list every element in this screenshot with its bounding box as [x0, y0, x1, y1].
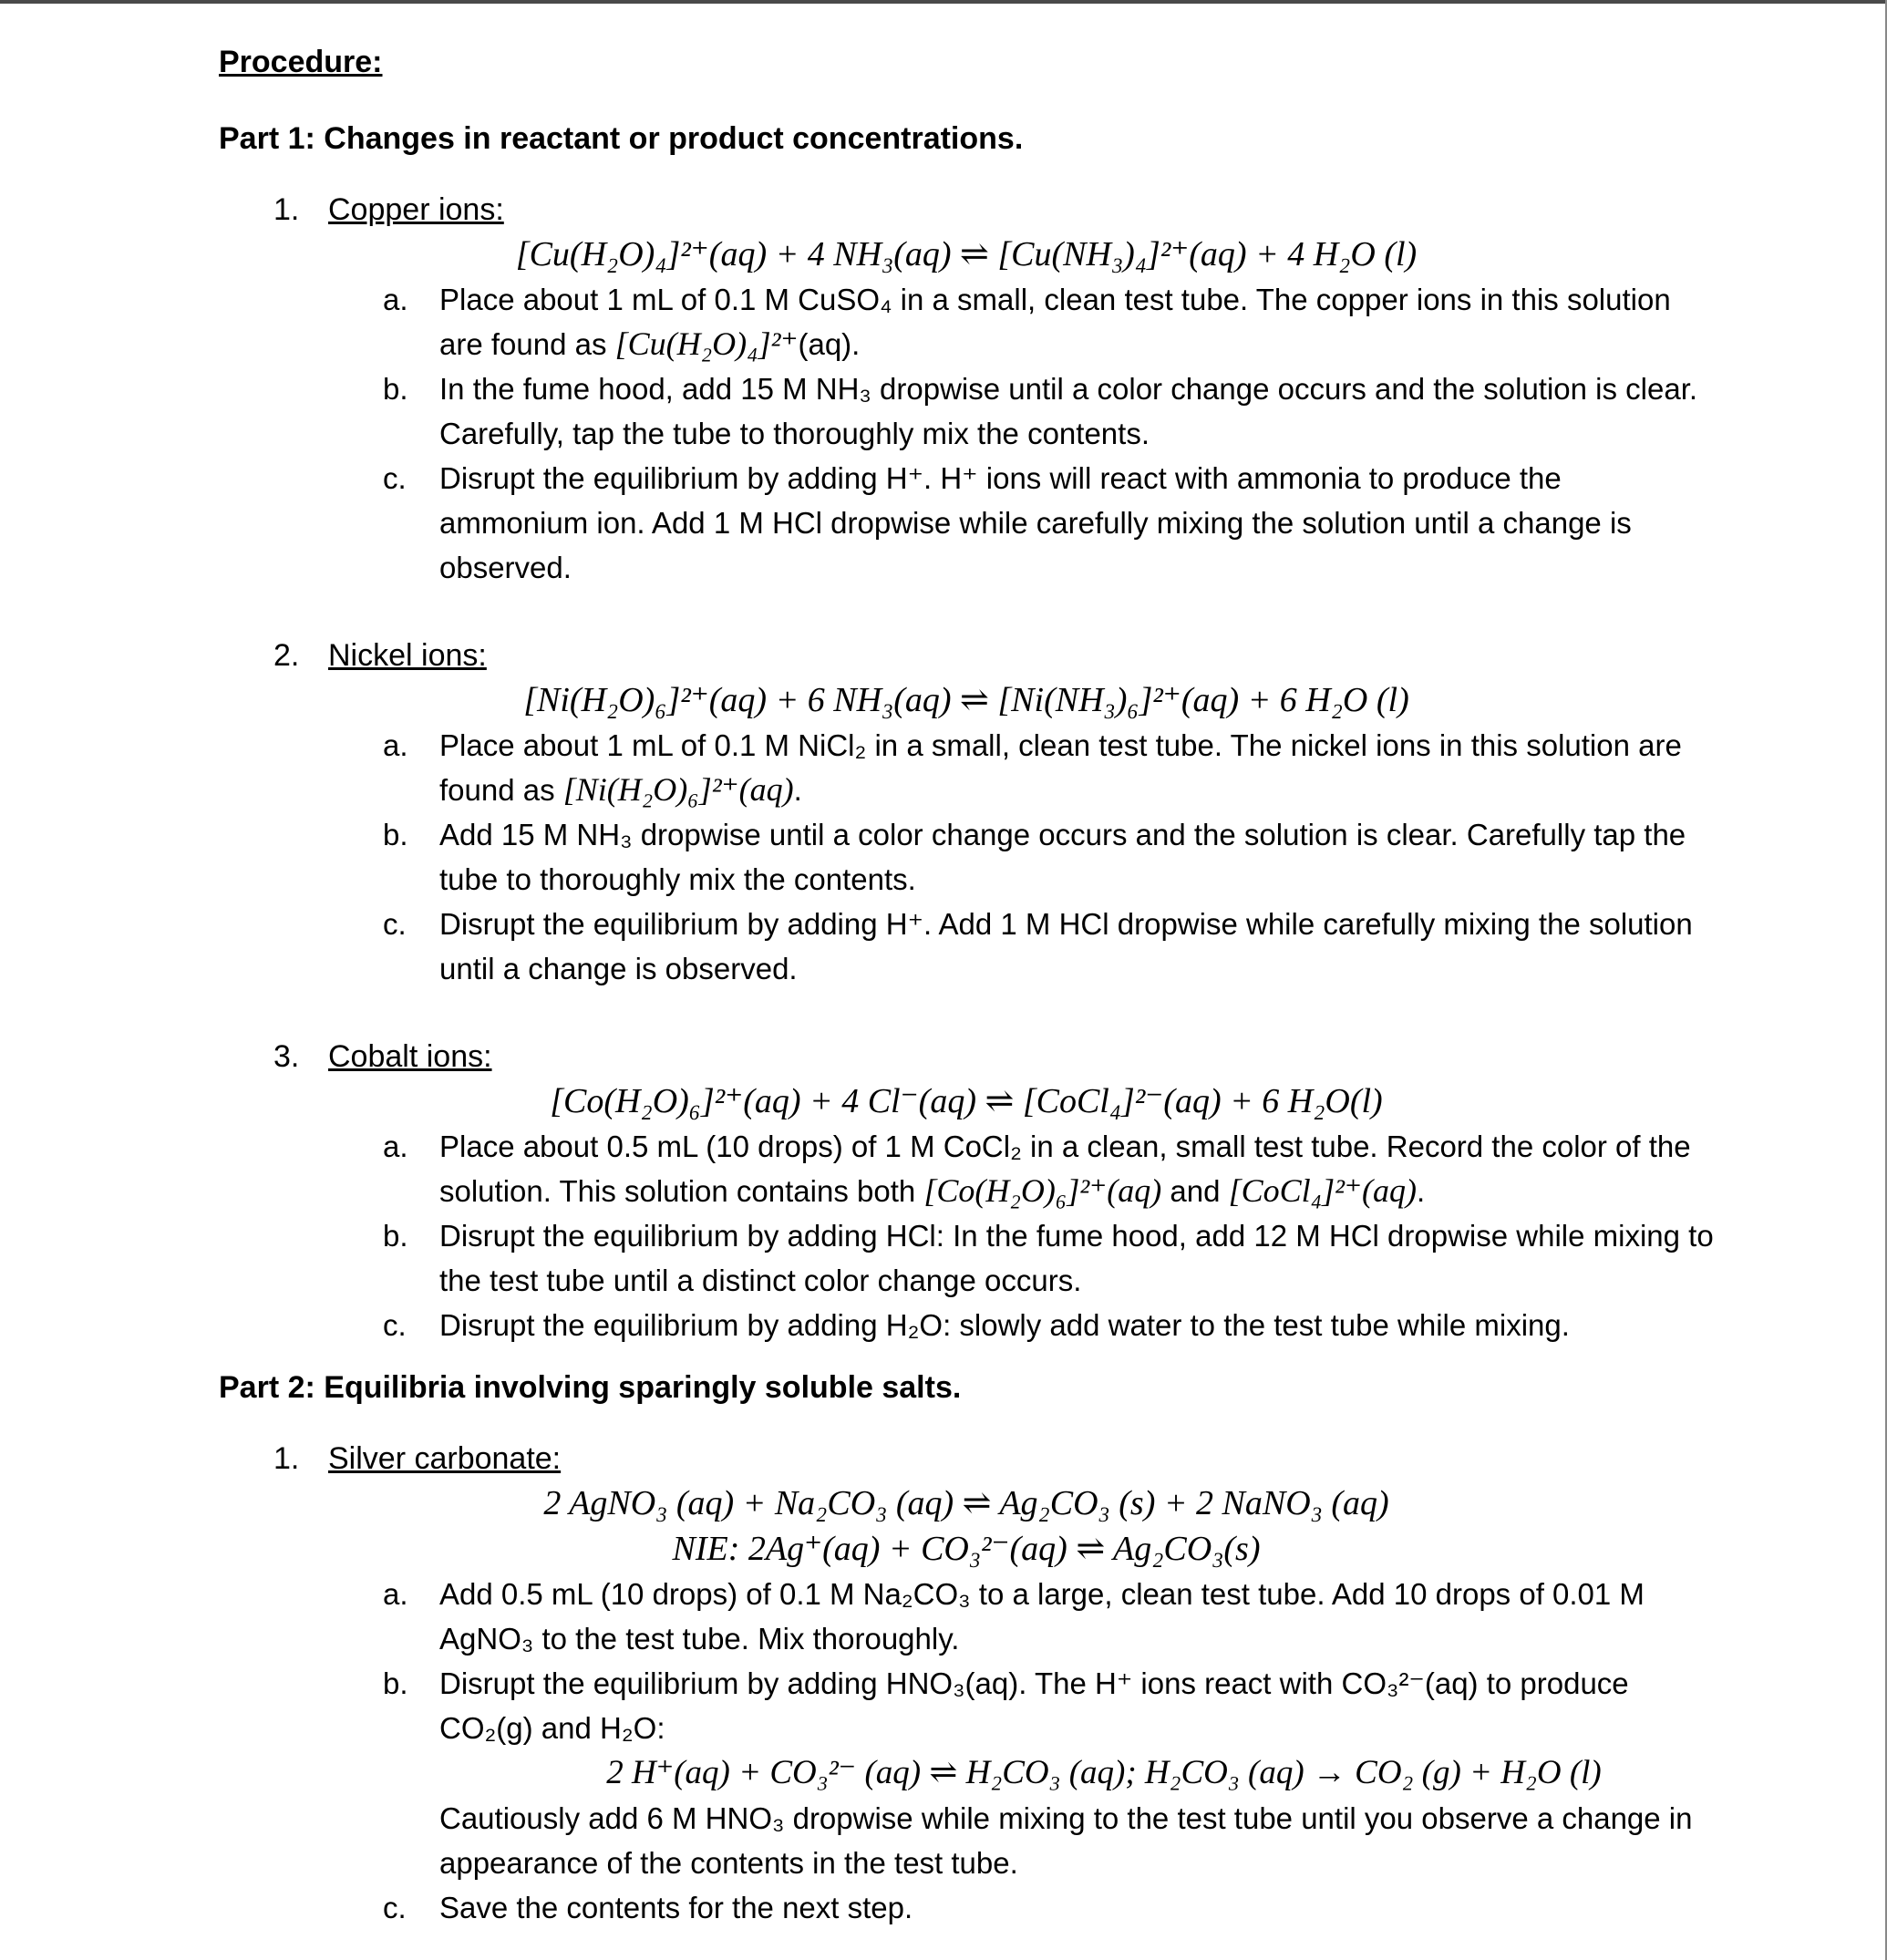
document-page	[219, 40, 1714, 1930]
step-letter: a.	[383, 1577, 408, 1611]
section-copper	[219, 188, 1714, 590]
step-text: Disrupt the equilibrium by adding HNO₃(aq). The H⁺ ions react with CO₃²⁻(aq) to produce CO₂(g) and H₂O:	[439, 1666, 1629, 1745]
step-tail: and	[1161, 1174, 1229, 1208]
step-letter: b.	[383, 372, 408, 406]
step-item	[219, 812, 1714, 902]
section-header	[219, 1035, 1714, 1078]
cobalt-equation: [Co(H₂O)₆]²⁺(aq) + 4 Cl⁻(aq) ⇌ [CoCl₄]²⁻(aq) + 6 H₂O(l)	[550, 1082, 1383, 1120]
section-label: Copper ions:	[328, 192, 504, 227]
step-text: In the fume hood, add 15 M NH₃ dropwise until a color change occurs and the solution is clear. Carefully, tap the tube to thoroughly mix the contents.	[439, 372, 1698, 450]
step-letter: b.	[383, 818, 408, 851]
step-item	[219, 902, 1714, 991]
nickel-equation: [Ni(H₂O)₆]²⁺(aq) + 6 NH₃(aq) ⇌ [Ni(NH₃)₆]²⁺(aq) + 6 H₂O (l)	[523, 681, 1409, 719]
step-text: Disrupt the equilibrium by adding H⁺. Add 1 M HCl dropwise while carefully mixing the solution until a change is observed.	[439, 907, 1693, 985]
part1-heading: Part 1: Changes in reactant or product concentrations.	[219, 121, 1024, 156]
section-nickel	[219, 634, 1714, 991]
step-text: Disrupt the equilibrium by adding H⁺. H⁺ ions will react with ammonia to produce the ammonium ion. Add 1 M HCl dropwise while carefully mixing the solution until a change is observed.	[439, 461, 1632, 584]
step-text: Save the contents for the next step.	[439, 1891, 913, 1924]
section-label: Cobalt ions:	[328, 1039, 492, 1074]
inline-equation: [Cu(H₂O)₄]²⁺	[614, 325, 799, 362]
inline-equation: [CoCl₄]²⁺(aq)	[1228, 1172, 1417, 1209]
cobalt-steps	[219, 1124, 1714, 1347]
silver-carbonate-equation: 2 AgNO₃ (aq) + Na₂CO₃ (aq) ⇌ Ag₂CO₃ (s) + 2 NaNO₃ (aq)	[543, 1484, 1389, 1522]
step-item	[219, 723, 1714, 812]
step-text: Add 0.5 mL (10 drops) of 0.1 M Na₂CO₃ to a large, clean test tube. Add 10 drops of 0.01 M AgNO₃ to the test tube. Mix thoroughly.	[439, 1577, 1645, 1656]
step-letter: c.	[383, 1308, 407, 1342]
nickel-steps	[219, 723, 1714, 991]
section-header	[219, 634, 1714, 677]
step-item	[219, 1572, 1714, 1661]
step-letter: c.	[383, 907, 407, 941]
step-item	[219, 1885, 1714, 1930]
step-item	[219, 1213, 1714, 1303]
step-tail: .	[793, 773, 802, 807]
copper-steps	[219, 277, 1714, 590]
step-item	[219, 1661, 1714, 1885]
section-number: 2.	[273, 638, 300, 673]
step-text: Add 15 M NH₃ dropwise until a color change occurs and the solution is clear. Carefully tap the tube to thoroughly mix the contents.	[439, 818, 1686, 896]
step-item	[219, 1303, 1714, 1347]
net-ionic-equation: NIE: 2Ag⁺(aq) + CO₃²⁻(aq) ⇌ Ag₂CO₃(s)	[672, 1530, 1261, 1568]
section-silver-carbonate	[219, 1437, 1714, 1930]
step-text-continued: Cautiously add 6 M HNO₃ dropwise while mixing to the test tube until you observe a change in appearance of the contents in the test tube.	[439, 1801, 1693, 1880]
section-header	[219, 1437, 1714, 1480]
step-letter: b.	[383, 1219, 408, 1253]
step-letter: c.	[383, 1891, 407, 1924]
procedure-title: Procedure:	[219, 45, 383, 79]
step-text: Place about 1 mL of 0.1 M NiCl₂ in a small, clean test tube. The nickel ions in this solution are found as	[439, 728, 1682, 807]
step-item	[219, 456, 1714, 590]
step-item	[219, 366, 1714, 456]
section-number: 3.	[273, 1039, 300, 1074]
step-letter: a.	[383, 728, 408, 762]
inline-equation: [Co(H₂O)₆]²⁺(aq)	[923, 1172, 1162, 1209]
step-tail: .	[1416, 1174, 1426, 1208]
silver-steps	[219, 1572, 1714, 1930]
step-letter: b.	[383, 1666, 408, 1700]
step-text: Disrupt the equilibrium by adding H₂O: slowly add water to the test tube while mixing.	[439, 1308, 1570, 1342]
step-text: Place about 0.5 mL (10 drops) of 1 M CoCl₂ in a clean, small test tube. Record the color of the solution. This solution contains both	[439, 1130, 1691, 1208]
step-letter: c.	[383, 461, 407, 495]
step-letter: a.	[383, 1130, 408, 1163]
step-text: Place about 1 mL of 0.1 M CuSO₄ in a small, clean test tube. The copper ions in this solution are found as	[439, 283, 1671, 361]
inline-equation: [Ni(H₂O)₆]²⁺(aq)	[562, 771, 794, 808]
section-number: 1.	[273, 192, 300, 227]
step-tail: (aq).	[798, 327, 861, 361]
step-item	[219, 1124, 1714, 1213]
part2-heading: Part 2: Equilibria involving sparingly soluble salts.	[219, 1370, 962, 1405]
section-number: 1.	[273, 1441, 300, 1476]
step-letter: a.	[383, 283, 408, 316]
acid-carbonate-equation: 2 H⁺(aq) + CO₃²⁻ (aq) ⇌ H₂CO₃ (aq); H₂CO₃ (aq) → CO₂ (g) + H₂O (l)	[606, 1754, 1602, 1791]
section-label: Silver carbonate:	[328, 1441, 562, 1476]
copper-equation: [Cu(H₂O)₄]²⁺(aq) + 4 NH₃(aq) ⇌ [Cu(NH₃)₄]²⁺(aq) + 4 H₂O (l)	[515, 235, 1418, 273]
step-text: Disrupt the equilibrium by adding HCl: In the fume hood, add 12 M HCl dropwise while mixing to the test tube until a distinct color change occurs.	[439, 1219, 1714, 1297]
step-item	[219, 277, 1714, 366]
top-border	[0, 0, 1887, 4]
section-label: Nickel ions:	[328, 638, 487, 673]
section-header	[219, 188, 1714, 232]
section-cobalt	[219, 1035, 1714, 1347]
